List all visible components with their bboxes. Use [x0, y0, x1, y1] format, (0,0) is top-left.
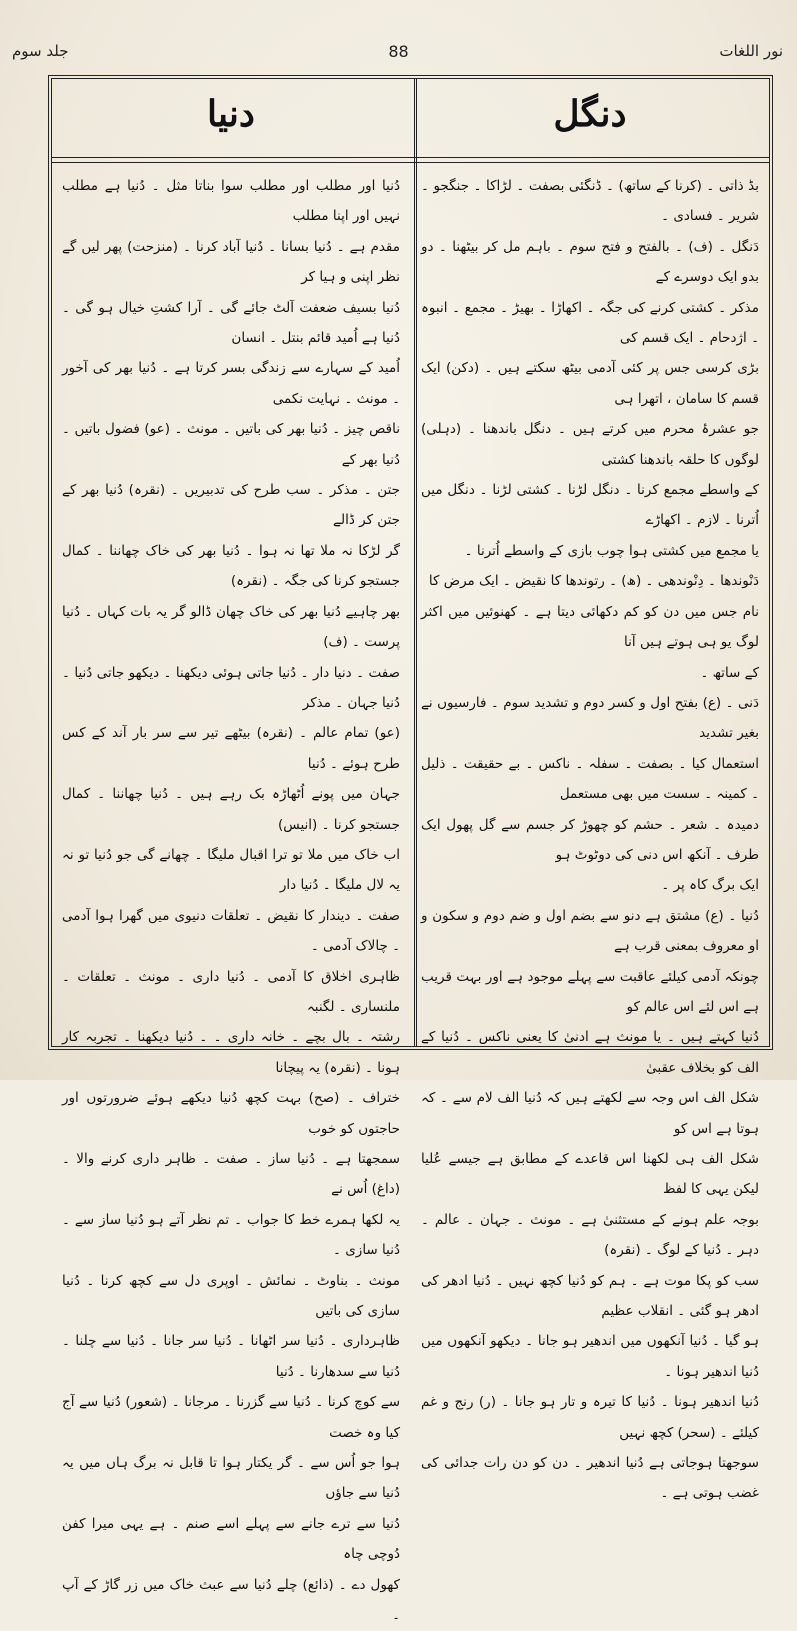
right-column-text: بڈ ذاتی ۔ (کرنا کے ساتھ) ۔ ڈنگئی بصفت ۔ لڑاکا ۔ جنگجو ۔ شریر ۔ فسادی ۔ دَنگل ۔ (ف) ۔ بالفتح و فتح سوم ۔ باہم مل کر بیٹھنا ۔ دو بدو ایک دوسرے کے مذکر ۔ کشتی کرنے کی جگہ ۔ اکھاڑا ۔ بھیڑ ۔ مجمع ۔ انبوہ ۔ اژدحام ۔ ایک قسم کی بڑی کرسی جس پر کئی آدمی بیٹھ سکتے ہیں ۔ (دکن) ایک قسم کا سامان ، اتھرا ہی جو عشرۂ محرم میں کرتے ہیں ۔ دنگل باندھنا ۔ (دہلی) لوگوں کا حلقہ باندھنا کشتی کے واسطے مجمع کرنا ۔ دنگل لڑنا ۔ کشتی لڑنا ۔ دنگل میں اُترنا ۔ لازم ۔ اکھاڑے یا مجمع میں کشتی ہوا چوب بازی کے واسطے اُترنا ۔ دَنْوندھا ۔ دِنْوندھی ۔ (ھ) ۔ رتوندھا کا نقیض ۔ ایک مرض کا نام جس میں دن کو کم دکھائی دیتا ہے ۔ کھنوئیں میں اکثر لوگ یو ہی ہوتے ہیں آنا کے ساتھ ۔ دَنی ۔ (ع) بفتح اول و کسر دوم و تشدید سوم ۔ فارسیوں نے بغیر تشدید استعمال کیا ۔ بصفت ۔ سفلہ ۔ ناکس ۔ بے حقیقت ۔ ذلیل ۔ کمینہ ۔ سست میں بھی مستعمل دمیدہ ۔ شعر ۔ حشم کو چھوڑ کر جسم سے گل پھول ایک طرف ۔ آنکھ اس دنی کی دوٹوٹ ہو ایک برگ کاہ پر ۔ دُنیا ۔ (ع) مشتق ہے دنو سے بضم اول و ضم دوم و سکون و او معروف بمعنی قرب ہے چونکہ آدمی کیلئے عاقبت سے پہلے موجود ہے اور بہت قریب ہے اس لئے اس عالم کو دُنیا کہتے ہیں ۔ یا مونث ہے ادنیٰ کا یعنی ناکس ۔ دُنیا کے الف کو بخلاف عقبیٰ شکل الف اس وجہ سے لکھتے ہیں کہ دُنیا الف لام سے ۔ کہ ہوتا ہے اس کو شکل الف ہی لکھنا اس قاعدے کے مطابق ہے جیسے عُلیا لیکن یہی کا لفظ بوجہ علم ہونے کے مستثنیٰ ہے ۔ مونث ۔ جہان ۔ عالم ۔ دہر ۔ دُنیا کے لوگ ۔ (نقرہ) سب کو پکا موت ہے ۔ ہم کو دُنیا کچھ نہیں ۔ دُنیا ادھر کی ادھر ہو گئی ۔ انقلاب عظیم ہو گیا ۔ دُنیا آنکھوں میں اندھیر ہو جانا ۔ دیکھو آنکھوں میں دُنیا اندھیر ہونا ۔ دُنیا اندھیر ہونا ۔ دُنیا کا تیرہ و تار ہو جانا ۔ (ر) رنج و غم کیلئے ۔ (سحر) کچھ نہیں سوجھتا ہوجاتی ہے دُنیا اندھیر ۔ دن کو دن رات جدائی کی غضب ہوتی ہے ۔ — [421, 178, 759, 1502]
page-number: 88 — [388, 42, 409, 61]
left-column — [52, 79, 410, 1624]
left-column-heading: دنیا — [207, 93, 255, 135]
left-column-text: دُنیا اور مطلب اور مطلب سوا بناتا مثل ۔ دُنیا ہے مطلب نہیں اور اپنا مطلب مقدم ہے ۔ دُنیا بسانا ۔ دُنیا آباد کرنا ۔ (منزحت) پھر لیں گے نظر اپنی و ہیا کر دُنیا بسیف ضعفت آلٹ جائے گی ۔ آرا کشتِ خیال ہو گی ۔ دُنیا ہے اُمید قائم بنتل ۔ انسان اُمید کے سہارے سے زندگی بسر کرتا ہے ۔ دُنیا بھر کی آخور ۔ مونث ۔ نہایت نکمی ناقص چیز ۔ دُنیا بھر کی باتیں ۔ مونث ۔ (عو) فضول باتیں ۔ دُنیا بھر کے جتن ۔ مذکر ۔ سب طرح کی تدبیریں ۔ (نقرہ) دُنیا بھر کے جتن کر ڈالے گر لڑکا نہ ملا تھا نہ ہوا ۔ دُنیا بھر کی خاک چھاننا ۔ کمال جستجو کرنا کی جگہ ۔ (نقرہ) بھر چاہیے دُنیا بھر کی خاک چھان ڈالو گر یہ بات کہاں ۔ دُنیا پرست ۔ (ف) صفت ۔ دنیا دار ۔ دُنیا جاتی ہوئی دیکھنا ۔ دیکھو جاتی دُنیا ۔ دُنیا جہان ۔ مذکر (عو) تمام عالم ۔ (نقرہ) بیٹھے تیر سے سر بار آند کے کس طرح ہوئے ۔ دُنیا جہان میں پونے اُٹھاڑہ بک رہے ہیں ۔ دُنیا چھاننا ۔ کمال جستجو کرنا ۔ (انیس) اب خاک میں ملا تو ترا اقبال ملیگا ۔ چھانے گی جو دُنیا تو نہ یہ لال ملیگا ۔ دُنیا دار صفت ۔ دیندار کا نقیض ۔ تعلقات دنیوی میں گھرا ہوا آدمی ۔ چالاک آدمی ۔ ظاہری اخلاق کا آدمی ۔ دُنیا داری ۔ مونث ۔ تعلقات ۔ ملنساری ۔ لگنبہ رشتہ ۔ بال بچے ۔ خانہ داری ۔ ۔ دُنیا دیکھنا ۔ تجربہ کار ہونا ۔ (نقرہ) یہ پیچانا ختراف ۔ (صح) بہت کچھ دُنیا دیکھے ہوئے ضرورتوں اور حاجتوں کو خوب سمجھتا ہے ۔ دُنیا ساز ۔ صفت ۔ ظاہر داری کرنے والا ۔ (داغ) اُس نے یہ لکھا ہمرے خط کا جواب ۔ تم نظر آتے ہو دُنیا ساز سے ۔ دُنیا سازی ۔ مونث ۔ بناوٹ ۔ نمائش ۔ اوپری دل سے کچھ کرنا ۔ دُنیا سازی کی باتیں ظاہرداری ۔ دُنیا سر اٹھانا ۔ دُنیا سر جانا ۔ دُنیا سے چلنا ۔ دُنیا سے سدھارنا ۔ دُنیا سے کوچ کرنا ۔ دُنیا سے گزرنا ۔ مرجانا ۔ (شعور) دُنیا سے آج کیا وہ خصت ہوا جو اُس سے ۔ گر یکتار ہوا تا قابل نہ برگ ہاں میں یہ دُنیا سے جاؤں دُنیا سے ترے جانے سے پہلے اسے صنم ۔ ہے یہی میرا کفن دُوچی چاہ کھول دے ۔ (ذائع) چلے دُنیا سے عبث خاک میں زر گاڑ کے آپ ۔ — [62, 178, 400, 1624]
right-column-heading: دنگل — [553, 93, 627, 135]
running-head-volume: جلد سوم — [12, 42, 69, 60]
running-head-title: نور اللغات — [719, 42, 783, 60]
right-column — [411, 79, 769, 1502]
page-frame — [48, 75, 773, 1624]
